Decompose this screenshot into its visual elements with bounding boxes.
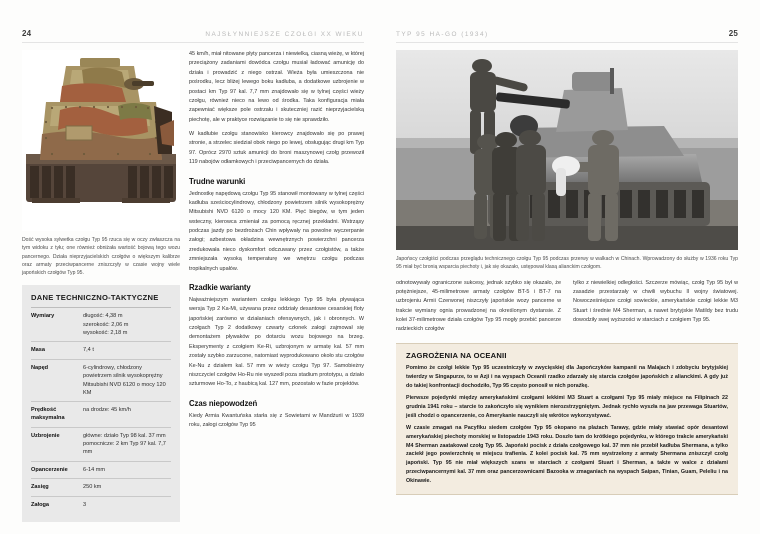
paragraph: Pierwsze pojedynki między amerykańskimi czołgami lekkimi M3 Stuart a czołgami Typ 95 miały miejsce na Filipinach 22 grudnia 1941 roku – starcie to zakończyło się wynikiem nierozstrzygniętym. Jednak rychło wyszła na jaw przewaga Stuartów, jeśli chodzi o opancerzenie, co Amerykanie nauczyli się wkrótce wykorzystywać. bbox=[406, 394, 728, 419]
soldiers-tank-photo-icon bbox=[396, 50, 738, 250]
paragraph: W czasie zmagań na Pacyfiku siedem czołgów Typ 95 okopano na plażach Tarawy, gdzie miały stawiać opór desantowi amerykańskiej piechoty morskiej w listopadzie 1943 roku. Doszło tam do krótkiego pojedynku, w którego trakcie amerykański M4 Sherman zaatakował czołg Typ 95. Japoński pocisk z działa czołgowego kal. 37 mm nie przebił kadłuba Shermana, a tylko zaciekł jego powierzchnię w miejscu trafienia. Z kolei pocisk kal. 75 mm wystrzelony z armaty Shermana zniszczył czołg japoński. Typ 95 nie miał większych szans w starciach z czołgami Stuart i Sherman, a także w walce z działami przeciwpancernymi kal. 37 mm oraz pancerzownicami Bazooka w zmaganiach na wyspach Saipan, Tinian, Guam, Peleliu i na Okinawie. bbox=[406, 424, 728, 485]
table-row bbox=[31, 402, 171, 427]
table-row bbox=[31, 479, 171, 496]
spec-value bbox=[83, 432, 171, 457]
spec-table bbox=[22, 285, 180, 522]
body-text-left bbox=[189, 50, 364, 168]
spec-key: Załoga bbox=[31, 501, 50, 508]
table-row bbox=[31, 462, 171, 479]
tank-photo-color bbox=[22, 50, 180, 231]
spec-value bbox=[83, 406, 171, 422]
spec-key: Wymiary bbox=[31, 313, 55, 320]
spec-value-line: długość: 4,38 m bbox=[83, 313, 123, 320]
left-column-a bbox=[22, 50, 180, 522]
paragraph: Jednostkę napędową czołgu Typ 95 stanowił montowany w tylnej części kadłuba sześciocylindrowy, chłodzony powietrzem silnik wysokoprężny Mitsubishi NVD 6120 o mocy 120 KM. Pięć biegów, w tym jeden wsteczny, kierowca zmieniał za pomocą ręcznej przekładni. Wstrząsy podczas jazdy po bezdrożach Chin wpływały na powolne wyczerpanie załogi; azbestowa okładzina wewnętrznych powierzchni pancerza zredukowała nieco dyskomfort odczuwany przez czołgistów, a także zmniejszała wysoką temperaturę we wnętrzu czołgu podczas tropikalnych upałów. bbox=[189, 190, 364, 272]
paragraph: odnotowywały ograniczone sukcesy, jednak szybko się okazało, że potężniejsze, 45-milimetrowe armaty czołgów BT-5 i BT-7 na uzbrojeniu Armii Czerwonej niszczyły japońskie wozy pancerne w trakcie wymiany ognia prowadzonej na określonym dystansie. Z kolei 37-milimetrowe działa czołgów Typ 95 mogły przebić pancerze radzieckich czołgów bbox=[396, 279, 561, 333]
section-heading-rzadkie-warianty: Rzadkie warianty bbox=[189, 282, 251, 292]
spec-key: Prędkość maksymalna bbox=[31, 407, 65, 422]
body-text-left-4 bbox=[189, 412, 364, 431]
paragraph: Pomimo że czołgi lekkie Typ 95 uczestniczyły w zwycięskiej dla Japończyków kampanii na Malajach i zdobyciu brytyjskiej twierdzy w Singapurze, to w Azji i na wyspach Oceanii rzadko zdarzały się starcia czołgów japońskich z alianckimi. A gdy już do takiej konfrontacji dochodziło, Typ 95 często ponosił w nich porażkę. bbox=[406, 364, 728, 389]
right-page-columns bbox=[396, 279, 738, 335]
header-divider-right bbox=[396, 42, 738, 43]
spec-key: Uzbrojenie bbox=[31, 432, 60, 439]
table-row bbox=[31, 308, 171, 342]
spec-value bbox=[83, 364, 171, 398]
paragraph: tylko z niewielkiej odległości. Szczerze mówiąc, czołg Typ 95 był w zasadzie przestarzały w chwili wybuchu II wojny światowej. Nowocześniejsze czołgi sowieckie, amerykańskie czołgi lekkie M3 Stuart i średnie M4 Sherman, a nawet brytyjskie Matildy bez trudu dowodziły swej wyższości w starciach z czołgiem Typ 95. bbox=[573, 279, 738, 323]
spec-value-line: 7,4 t bbox=[83, 347, 94, 354]
spec-value-line: szerokość: 2,06 m bbox=[83, 321, 129, 328]
body-text-right-1 bbox=[396, 279, 561, 335]
spec-value-line: 250 km bbox=[83, 484, 102, 491]
section-heading-trudne-warunki: Trudne warunki bbox=[189, 176, 246, 186]
section-heading-czas-niepowodzen: Czas niepowodzeń bbox=[189, 398, 258, 408]
paragraph: W kadłubie czołgu stanowisko kierowcy znajdowało się po prawej stronie, a strzelec siedział obok niego po lewej, obsługując drugi km Typ 97. Oprócz 2970 sztuk amunicji do broni maszynowej czołg przewoził 119 nabojów odłamkowych i przeciwpancernych do działa. bbox=[189, 131, 364, 166]
running-head-right bbox=[396, 20, 738, 38]
left-page-grid bbox=[22, 50, 364, 522]
paragraph: Najważniejszym wariantem czołgu lekkiego Typ 95 była pływająca wersja Typ 2 Ka-Mi, używana przez oddziały desantowe cesarskiej floty japońskiej zarówno w działaniach ofensywnych, jak i obronnych. W czołgach Typ 2 dodatkowy czwarty członek załogi zajmował się demontażem pływaków po dotarciu wozu bojowego na brzeg. Eksperymenty z czołgiem Ke-Ri, uzbrojonym w armatę kal. 57 mm zostały szybko zarzucone, natomiast wyprodukowano około stu czołgów Ke-Nu z działem kal. 57 mm w wieży czołgu Typ 97. Samobieżny niszczyciel czołgów Ho-Ru nie wyszedł poza stadium prototypu, a działo szturmowe Ho-To, z haubicą kal. 127 mm, pozostało w fazie projektów. bbox=[189, 296, 364, 388]
body-text-left-3 bbox=[189, 296, 364, 390]
spec-value-line: główne: działo Typ 98 kal. 37 mm bbox=[83, 432, 166, 439]
spec-value bbox=[83, 483, 171, 491]
historical-photo-caption: Japońscy czołgiści podczas przeglądu technicznego czołgu Typ 95 podczas przerwy w walkach w Chinach. Wprowadzony do służby w 1936 roku Typ 95 miał być bronią wsparcia piechoty i, jak się okazało, ustępował klasą alianckim czołgom. bbox=[396, 256, 738, 271]
spec-value bbox=[83, 346, 171, 354]
left-column-b bbox=[189, 50, 364, 522]
running-title-left: NAJSŁYNNIEJSZE CZOŁGI XX WIEKU bbox=[205, 31, 364, 38]
table-row bbox=[31, 428, 171, 462]
spec-key: Napęd bbox=[31, 364, 49, 371]
tank-illustration-icon bbox=[22, 50, 180, 231]
body-text-right-2 bbox=[573, 279, 738, 326]
spec-value bbox=[83, 501, 171, 509]
spec-value-line: wysokość: 2,18 m bbox=[83, 330, 128, 337]
table-row bbox=[31, 497, 171, 513]
right-column-2 bbox=[573, 279, 738, 335]
header-divider-left bbox=[22, 42, 364, 43]
table-row bbox=[31, 342, 171, 359]
tank-photo-caption: Dość wysoka sylwetka czołgu Typ 95 rzuca się w oczy zwłaszcza na tym widoku z tyłu; one również obniżała wartość bojową tego wozu pancernego. Działa nieprzyjacielskich czołgów o większym kalibrze oraz armaty przeciwpancerne zniszczyły w czasie wojny wiele japońskich czołgów Typ 95. bbox=[22, 237, 180, 276]
right-column-1 bbox=[396, 279, 561, 335]
spec-value-line: 6-14 mm bbox=[83, 466, 106, 473]
spec-value-line: pomocnicze: 2 km Typ 97 kal. 7,7 mm bbox=[83, 440, 166, 456]
callout-title: ZAGROŻENIA NA OCEANII bbox=[406, 350, 507, 360]
spec-value bbox=[83, 312, 171, 337]
callout-body bbox=[406, 364, 728, 487]
spec-table-title: DANE TECHNICZNO-TAKTYCZNE bbox=[31, 293, 171, 308]
spec-key: Zasięg bbox=[31, 484, 49, 491]
callout-box-zagrozenia bbox=[396, 343, 738, 496]
historical-photo-bw bbox=[396, 50, 738, 250]
spec-value bbox=[83, 466, 171, 474]
running-head-left bbox=[22, 20, 364, 38]
page-right bbox=[380, 0, 760, 534]
spec-value-line: 3 bbox=[83, 501, 87, 508]
table-row bbox=[31, 360, 171, 403]
spec-value-line: na drodze: 45 km/h bbox=[83, 407, 131, 414]
page-number-right: 25 bbox=[728, 29, 738, 38]
body-text-left-2 bbox=[189, 190, 364, 274]
spec-key: Masa bbox=[31, 347, 45, 354]
spec-value-line: 6-cylindrowy, chłodzony powietrzem silnik wysokoprężny Mitsubishi NVD 6120 o mocy 120 KM bbox=[83, 364, 166, 396]
page-number-left: 24 bbox=[22, 29, 32, 38]
spec-key: Opancerzenie bbox=[31, 466, 68, 473]
running-title-right: TYP 95 HA-GO (1934) bbox=[396, 31, 489, 38]
paragraph: Kiedy Armia Kwantuńska starła się z Sowietami w Mandżurii w 1939 roku, załogi czołgów Typ 95 bbox=[189, 412, 364, 428]
paragraph: 45 km/h, miał nitowane płyty pancerza i niewielką, ciasną wieżę, w której przeciążony zadaniami dowódca czołgu musiał ładować amunicję do działa i prowadzić z niego ostrzał. Wieża była umieszczona nie pośrodku, lecz bliżej lewego boku kadłuba, a dodatkowe uzbrojenie w postaci km Typ 97 kal. 7,7 mm znajdowało się w tylnej części wieży czołgu, również nieco na lewo od środka. Taka konfiguracja miała zapewniać większe pole ostrzału i skuteczniej razić nieprzyjacielską piechotę, ale w praktyce rozwiązanie to się nie sprawdziło. bbox=[189, 51, 364, 123]
